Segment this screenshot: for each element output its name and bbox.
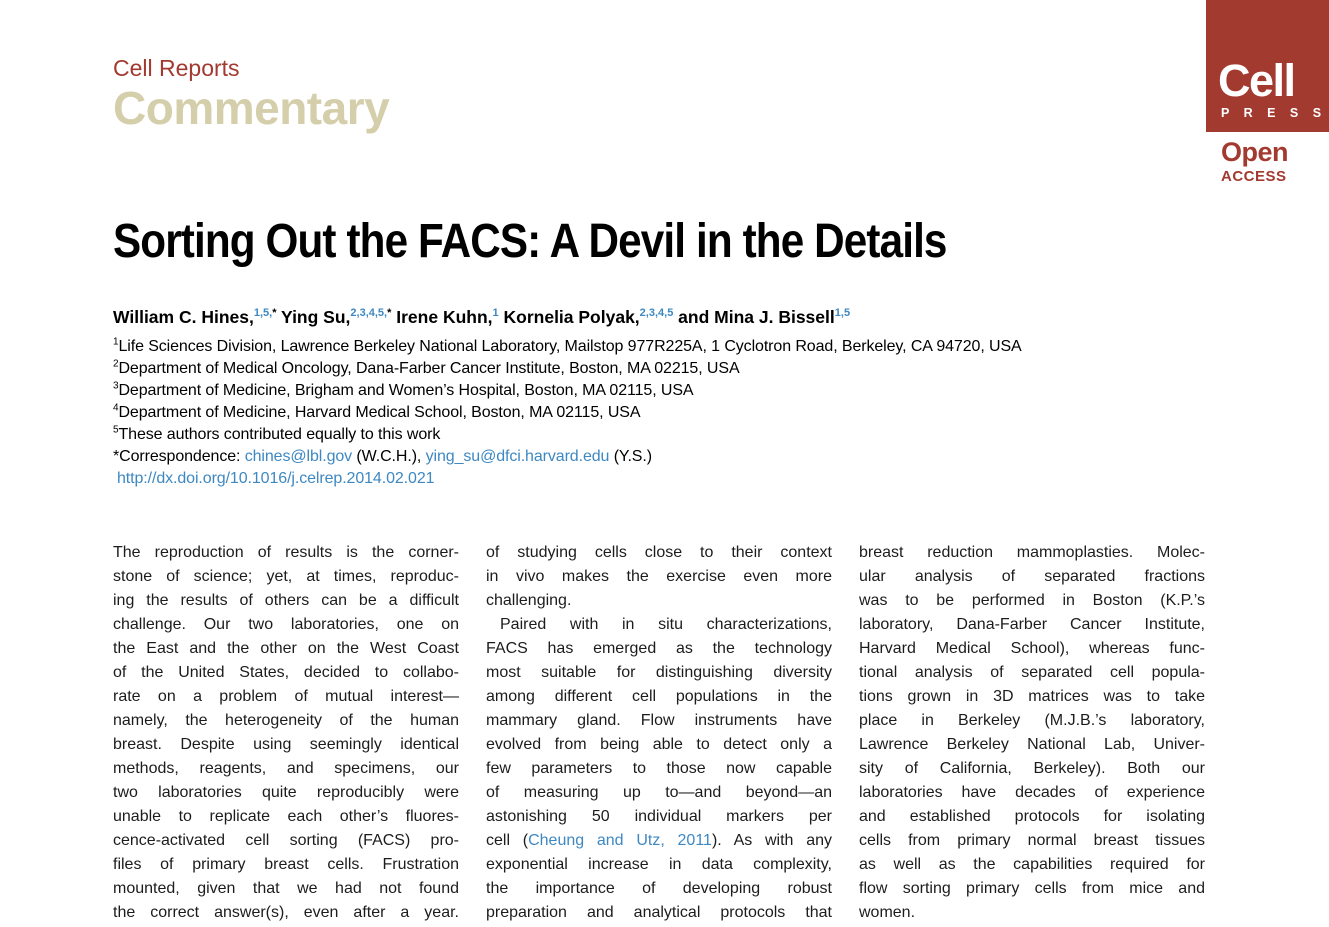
- author-affiliation-sup: 1,5,*: [253, 307, 277, 320]
- citation-link[interactable]: Cheung and Utz, 2011: [528, 832, 712, 849]
- body-line: astonishing 50 individual markers per: [486, 808, 832, 825]
- logo-press-text: P R E S S: [1221, 106, 1327, 120]
- body-line: place in Berkeley (M.J.B.’s laboratory,: [859, 712, 1205, 729]
- body-line: Lawrence Berkeley National Lab, Univer-: [859, 736, 1205, 753]
- body-line: stone of science; yet, at times, reproduc-: [113, 568, 459, 585]
- author-affiliation-sup: 1: [492, 307, 499, 320]
- body-line: most suitable for distinguishing diversity: [486, 664, 832, 681]
- doi-link[interactable]: http://dx.doi.org/10.1016/j.celrep.2014.02.021: [117, 470, 435, 487]
- body-line: in vivo makes the exercise even more: [486, 568, 832, 585]
- doi-line: [113, 468, 1022, 490]
- open-access-sublabel: ACCESS: [1221, 168, 1287, 185]
- author-name: and Mina J. Bissell: [673, 307, 835, 327]
- body-line: methods, reagents, and specimens, our: [113, 760, 459, 777]
- publisher-logo: [1206, 0, 1329, 185]
- article-meta: [113, 336, 1022, 490]
- body-line: of the United States, decided to collabo-: [113, 664, 459, 681]
- author-name: Irene Kuhn,: [391, 307, 493, 327]
- body-line: challenging.: [486, 592, 572, 609]
- body-line: cell (Cheung and Utz, 2011). As with any: [486, 832, 832, 849]
- article-title: Sorting Out the FACS: A Devil in the Details: [113, 215, 947, 268]
- body-line: was to be performed in Boston (K.P.’s: [859, 592, 1205, 609]
- affiliation-line: $^1$Life Sciences Division, Lawrence Berkeley National Laboratory, Mailstop 977R225A, 1 Cyclotron Road, Berkeley, CA 94720, USA: [113, 336, 1022, 355]
- email-link-2[interactable]: ying_su@dfci.harvard.edu: [425, 448, 610, 465]
- logo-cell-text: Cell: [1218, 55, 1295, 106]
- body-line: two laboratories quite reproducibly were: [113, 784, 459, 801]
- author-affiliation-sup: 1,5: [834, 307, 851, 320]
- journal-name: Cell Reports: [113, 55, 240, 81]
- body-line: the correct answer(s), even after a year.: [113, 904, 459, 921]
- body-line: Paired with in situ characterizations,: [500, 616, 832, 633]
- body-line: FACS has emerged as the technology: [486, 640, 832, 657]
- body-column-2: [486, 541, 832, 925]
- body-line: as well as the capabilities required for: [859, 856, 1205, 873]
- body-line: cells from primary normal breast tissues: [859, 832, 1205, 849]
- body-line: files of primary breast cells. Frustration: [113, 856, 459, 873]
- body-line: breast. Despite using seemingly identical: [113, 736, 459, 753]
- author-affiliation-sup: 2,3,4,5,*: [350, 307, 392, 320]
- body-line: the East and the other on the West Coast: [113, 640, 459, 657]
- body-line: mammary gland. Flow instruments have: [486, 712, 832, 729]
- body-line: flow sorting primary cells from mice and: [859, 880, 1205, 897]
- body-line: few parameters to those now capable: [486, 760, 832, 777]
- affiliation-line: $^2$Department of Medical Oncology, Dana-Farber Cancer Institute, Boston, MA 02215, USA: [113, 358, 740, 377]
- body-line: preparation and analytical protocols that: [486, 904, 832, 921]
- body-line: rate on a problem of mutual interest—: [113, 688, 459, 705]
- body-line: namely, the heterogeneity of the human: [113, 712, 459, 729]
- author-name: William C. Hines,: [113, 307, 254, 327]
- affiliation-line: $^4$Department of Medicine, Harvard Medical School, Boston, MA 02115, USA: [113, 402, 641, 421]
- body-line: of measuring up to—and beyond—an: [486, 784, 832, 801]
- body-line: unable to replicate each other’s fluores-: [113, 808, 459, 825]
- body-line: evolved from being able to detect only a: [486, 736, 832, 753]
- body-line: mounted, given that we had not found: [113, 880, 459, 897]
- email-link-1[interactable]: chines@lbl.gov: [244, 448, 353, 465]
- open-access-label: Open: [1221, 137, 1289, 167]
- body-line: cence-activated cell sorting (FACS) pro-: [113, 832, 459, 849]
- author-affiliation-sup: 2,3,4,5: [639, 307, 674, 320]
- body-line: Harvard Medical School), whereas func-: [859, 640, 1205, 657]
- body-line: ular analysis of separated fractions: [859, 568, 1205, 585]
- body-line: laboratories have decades of experience: [859, 784, 1205, 801]
- cell-press-logo: [1206, 0, 1329, 132]
- author-line: [113, 307, 850, 328]
- article-type: Commentary: [113, 82, 390, 134]
- body-line: of studying cells close to their context: [486, 544, 832, 561]
- author-name: Kornelia Polyak,: [498, 307, 640, 327]
- body-line: tional analysis of separated cell popula-: [859, 664, 1205, 681]
- body-line: women.: [859, 904, 916, 921]
- body-line: exponential increase in data complexity,: [486, 856, 832, 873]
- author-name: Ying Su,: [276, 307, 351, 327]
- body-line: ing the results of others can be a difficult: [113, 592, 459, 609]
- body-column-1: [113, 541, 459, 925]
- body-line: laboratory, Dana-Farber Cancer Institute,: [859, 616, 1205, 633]
- equal-contribution-note: $^5$These authors contributed equally to this work: [113, 424, 441, 443]
- body-column-3: [859, 541, 1205, 925]
- body-line: and established protocols for isolating: [859, 808, 1205, 825]
- body-line: among different cell populations in the: [486, 688, 832, 705]
- masthead: [113, 54, 389, 133]
- body-line: breast reduction mammoplasties. Molec-: [859, 544, 1205, 561]
- correspondence-line: *Correspondence: chines@lbl.gov (W.C.H.), ying_su@dfci.harvard.edu (Y.S.): [113, 448, 652, 465]
- body-line: challenge. Our two laboratories, one on: [113, 616, 459, 633]
- article-body: [113, 541, 1205, 925]
- body-line: The reproduction of results is the corner-: [113, 544, 459, 561]
- affiliation-line: $^3$Department of Medicine, Brigham and Women’s Hospital, Boston, MA 02115, USA: [113, 380, 694, 399]
- body-line: sity of California, Berkeley). Both our: [859, 760, 1205, 777]
- body-line: the importance of developing robust: [486, 880, 832, 897]
- body-line: tions grown in 3D matrices was to take: [859, 688, 1205, 705]
